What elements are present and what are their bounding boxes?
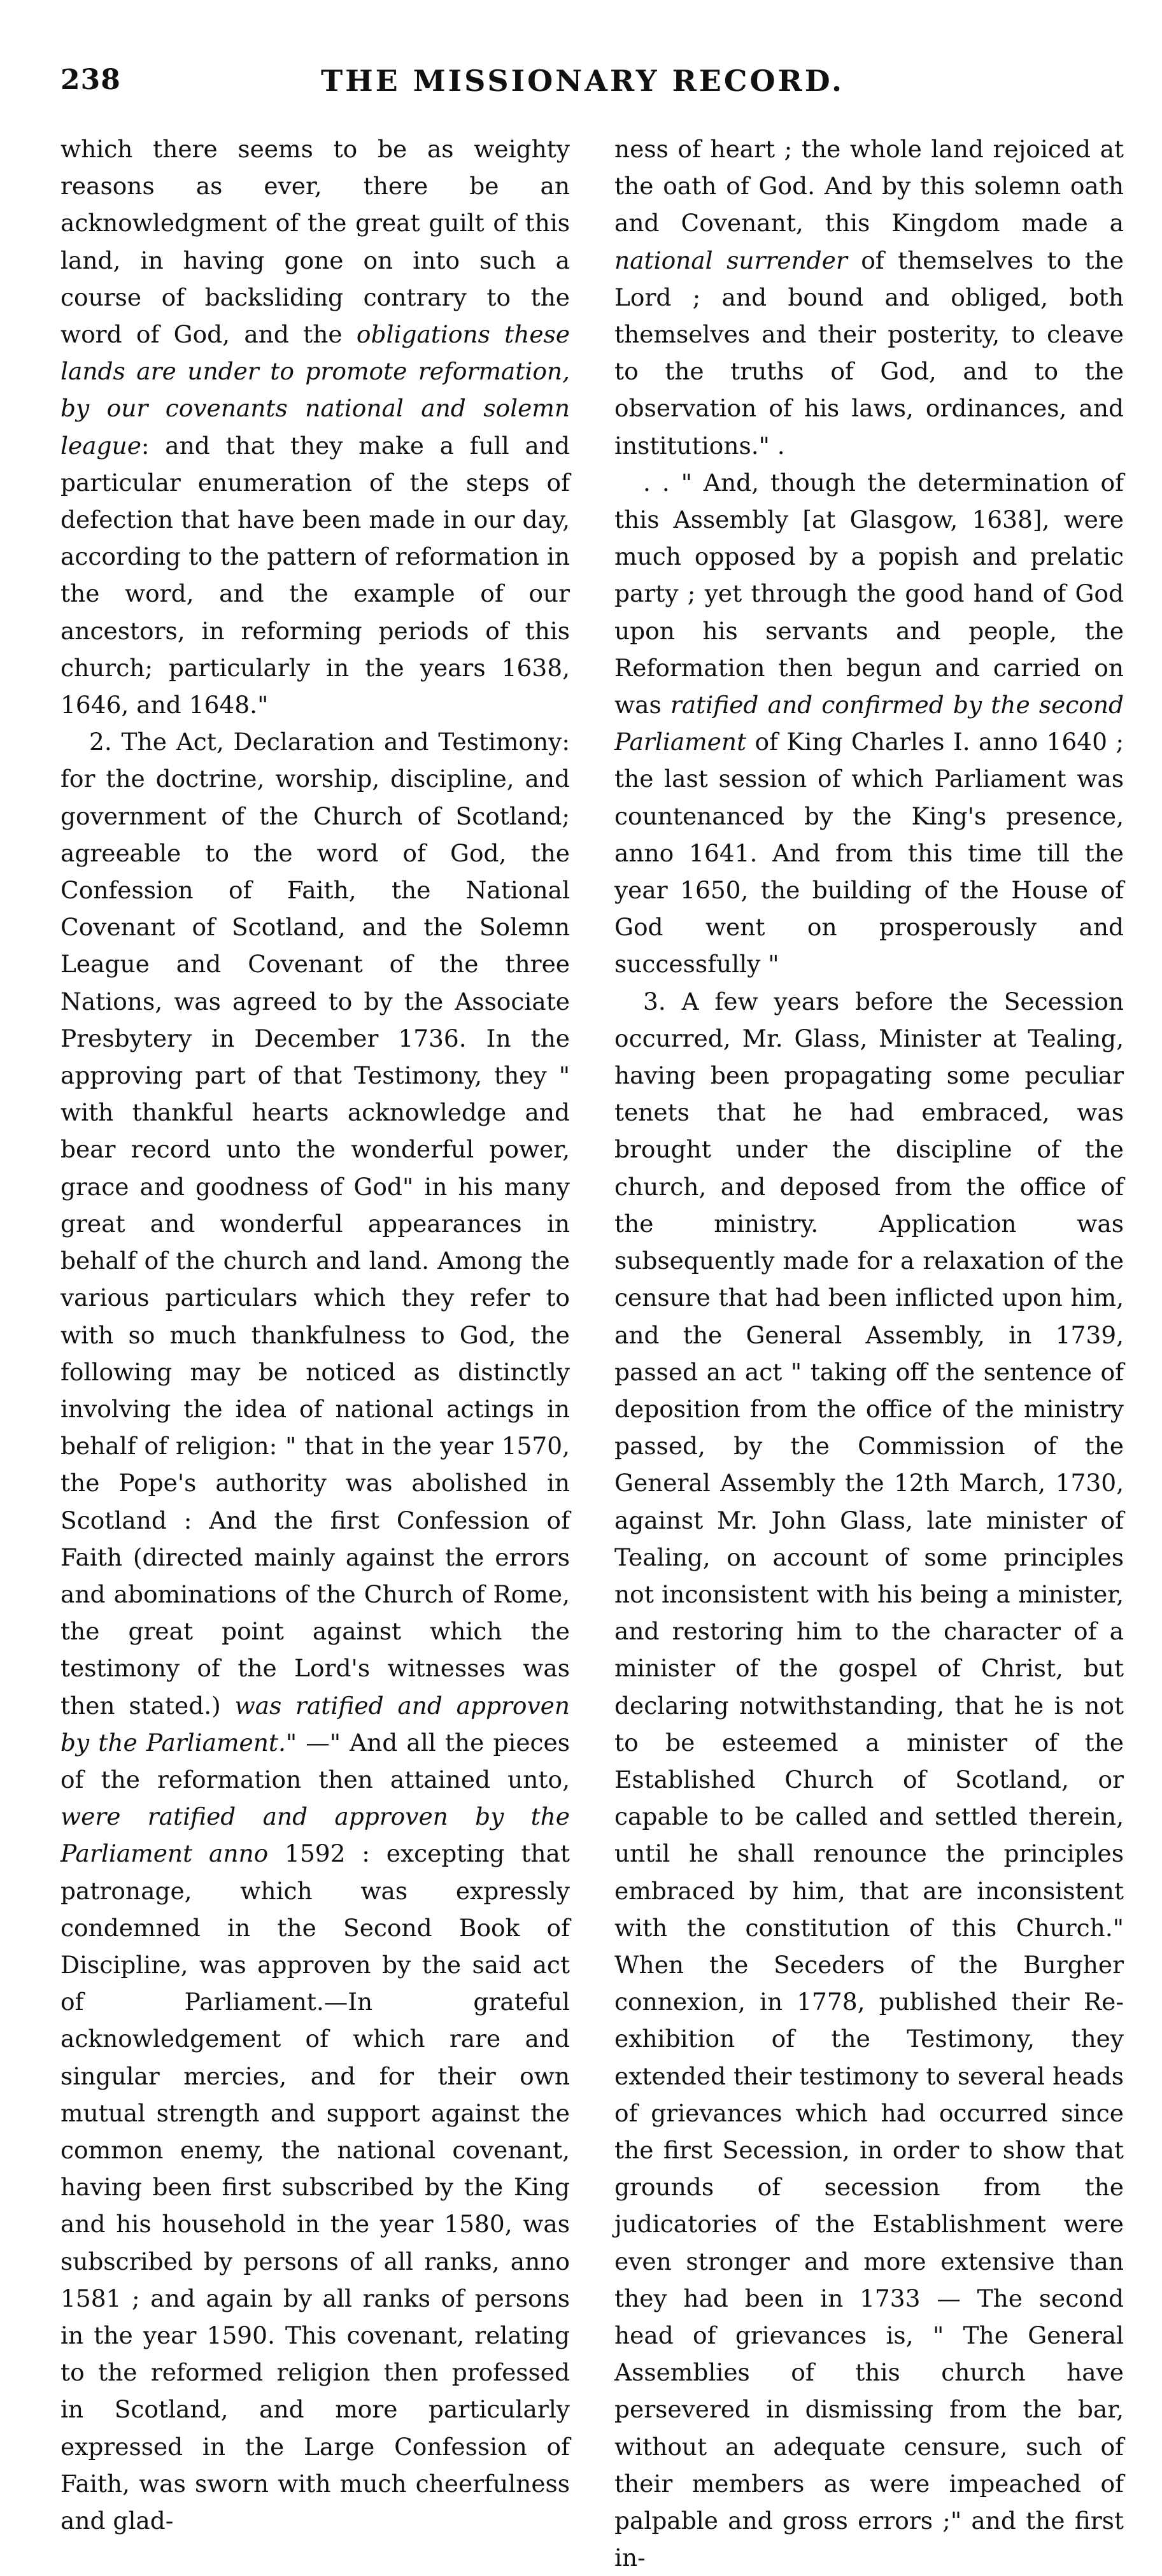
paragraph-glasgow-assembly: . . " And, though the determination of this Assembly [at Glasgow, 1638], were much opposed by a popish and prelatic party ; yet through the good hand of God upon his servants and people, the Reformation then begun and carried on was ratified and confirmed by the second Parliament of King Charles I. anno 1640 ; the last session of which Parliament was countenanced by the King's presence, anno 1641. And from this time till the year 1650, the building of the House of God went on prosperously and successfully " [614,468,1124,979]
paragraph-act-declaration: 2. The Act, Declaration and Testimony: for the doctrine, worship, discipline, and government of the Church of Scotland; agreeable to the word of God, the Confession of Faith, the National Covenant of Scotland, and the Solemn League and Covenant of the three Nations, was agreed to by the Associate Presbytery in December 1736. In the approving part of that Testimony, they " with thankful hearts acknowledge and bear record unto the wonderful power, grace and goodness of God" in his many great and wonderful appearances in behalf of the church and land. Among the various particulars which they refer to with so much thankfulness to God, the following may be noticed as distinctly involving the idea of national actings in behalf of religion: " that in the year 1570, the Pope's authority was abolished in Scotland : And the first Confession of Faith (directed mainly against the errors and abominations of the Church of Rome, the great point against which the testimony of the Lord's witnesses was then stated.) was ratified and approven by the Parliament." —" And all the pieces of the reformation then attained unto, were ratified and approven by the Parliament anno 1592 : excepting that patronage, which was expressly condemned in the Second Book of Discipline, was approven by the said act of Parliament.—In grateful acknowledgement of which rare and singular mercies, and for their own mutual strength and support against the common enemy, the national covenant, having been first subscribed by the King and his household in the year 1580, was subscribed by persons of all ranks, anno 1581 ; and again by all ranks of persons in the year 1590. This covenant, relating to the reformed religion then professed in Scotland, and more particularly expressed in the Large Confession of Faith, was sworn with much cheerfulness and glad- [60,728,570,2535]
page-header [60,64,1105,115]
page-number: 238 [60,64,121,96]
paragraph-continuation: which there seems to be as weighty reasons as ever, there be an acknowledgment of the great guilt of this land, in having gone on into such a course of backsliding contrary to the word of God, and the obligations these lands are under to promote reformation, by our covenants national and solemn league: and that they make a full and particular enumeration of the steps of defection that have been made in our day, according to the pattern of reformation in the word, and the example of our ancestors, in reforming periods of this church; particularly in the years 1638, 1646, and 1648." [60,135,570,719]
running-title: THE MISSIONARY RECORD. [320,64,845,98]
right-column [614,131,1124,2576]
paragraph-covenant: ness of heart ; the whole land rejoiced at the oath of God. And by this solemn oath and Covenant, this Kingdom made a national surrender of themselves to the Lord ; and bound and obliged, both themselves and their posterity, to cleave to the truths of God, and to the observation of his laws, ordinances, and institutions." . [614,135,1124,460]
left-column [60,131,570,2539]
paragraph-mr-glass: 3. A few years before the Secession occurred, Mr. Glass, Minister at Tealing, having been propagating some peculiar tenets that he had embraced, was brought under the discipline of the church, and deposed from the office of the ministry. Application was subsequently made for a relaxation of the censure that had been inflicted upon him, and the General Assembly, in 1739, passed an act " taking off the sentence of deposition from the office of the ministry passed, by the Commission of the General Assembly the 12th March, 1730, against Mr. John Glass, late minister of Tealing, on account of some principles not inconsistent with his being a minister, and restoring him to the character of a minister of the gospel of Christ, but declaring notwithstanding, that he is not to be esteemed a minister of the Established Church of Scotland, or capable to be called and settled therein, until he shall renounce the principles embraced by him, that are inconsistent with the constitution of this Church." When the Seceders of the Burgher connexion, in 1778, published their Re-exhibition of the Testimony, they extended their testimony to several heads of grievances which had occurred since the first Secession, in order to show that grounds of secession from the judicatories of the Establishment were even stronger and more extensive than they had been in 1733 — The second head of grievances is, " The General Assemblies of this church have persevered in dismissing from the bar, without an adequate censure, such of their members as were impeached of palpable and gross errors ;" and the first in- [614,987,1124,2572]
